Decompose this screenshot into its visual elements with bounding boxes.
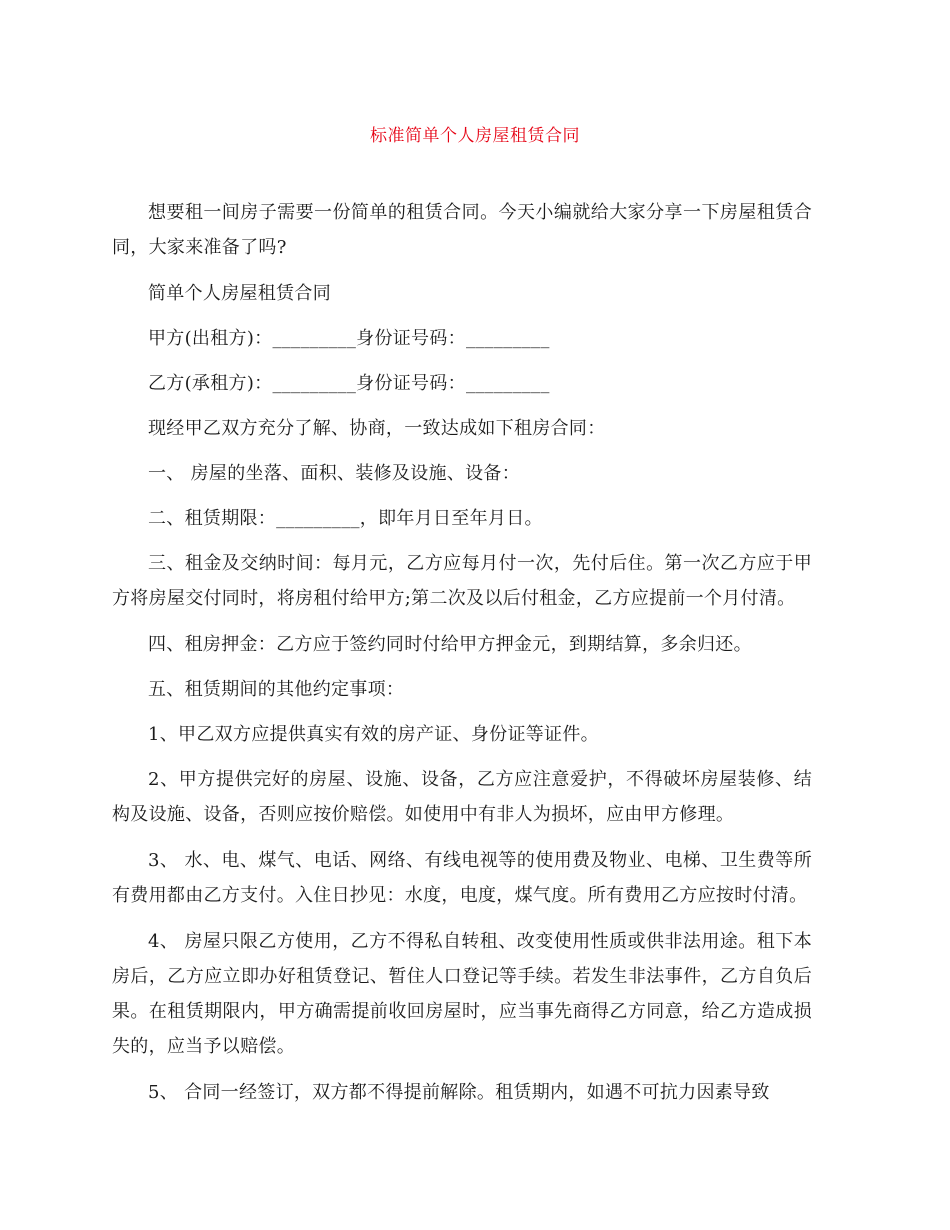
- paragraph-item-5: 5、 合同一经签订，双方都不得提前解除。租赁期内，如遇不可抗力因素导致: [148, 1082, 770, 1103]
- paragraph-item-4: 4、 房屋只限乙方使用，乙方不得私自转租、改变使用性质或供非法用途。租下本房后，乙方应立即办好租赁登记、暂住人口登记等手续。若发生非法事件，乙方自负后果。在租赁期限内，甲方确需提前收回房屋时，应当事先商得乙方同意，给乙方造成损失的，应当予以赔偿。: [112, 931, 812, 1057]
- paragraph-party-b: 乙方(承租方)：_________身份证号码：_________: [148, 373, 550, 394]
- paragraph-contract-heading: 简单个人房屋租赁合同: [148, 283, 331, 304]
- paragraph-clause-1: 一、 房屋的坐落、面积、装修及设施、设备：: [148, 463, 521, 484]
- paragraph-intro: 想要租一间房子需要一份简单的租赁合同。今天小编就给大家分享一下房屋租赁合同，大家来准备了吗?: [112, 202, 812, 258]
- paragraph-clause-5: 五、租赁期间的其他约定事项：: [148, 679, 405, 700]
- document-body: [112, 195, 812, 1121]
- paragraph-item-1: 1、甲乙双方应提供真实有效的房产证、身份证等证件。: [148, 724, 599, 745]
- paragraph-clause-4: 四、租房押金：乙方应于签约同时付给甲方押金元，到期结算，多余归还。: [148, 634, 752, 655]
- paragraph-item-3: 3、 水、电、煤气、电话、网络、有线电视等的使用费及物业、电梯、卫生费等所有费用都由乙方支付。入住日抄见：水度，电度，煤气度。所有费用乙方应按时付清。: [112, 850, 812, 906]
- paragraph-clause-2: 二、租赁期限：_________，即年月日至年月日。: [148, 508, 543, 529]
- paragraph-item-2: 2、甲方提供完好的房屋、设施、设备，乙方应注意爱护，不得破坏房屋装修、结构及设施、设备，否则应按价赔偿。如使用中有非人为损坏，应由甲方修理。: [112, 769, 812, 825]
- paragraph-clause-3: 三、租金及交纳时间：每月元，乙方应每月付一次，先付后住。第一次乙方应于甲方将房屋交付同时，将房租付给甲方;第二次及以后付租金，乙方应提前一个月付清。: [112, 553, 812, 609]
- paragraph-agreement: 现经甲乙双方充分了解、协商，一致达成如下租房合同：: [148, 418, 606, 439]
- document-title: 标准简单个人房屋租赁合同: [370, 126, 580, 146]
- paragraph-party-a: 甲方(出租方)：_________身份证号码：_________: [148, 328, 550, 349]
